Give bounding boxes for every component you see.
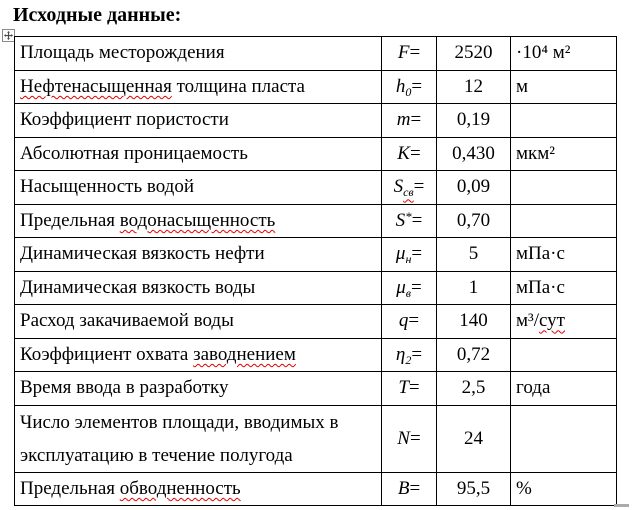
param-label-cell[interactable]: Предельная обводненность <box>15 472 382 506</box>
table-row <box>15 405 617 472</box>
param-symbol: $\eta_2=$ <box>395 343 423 367</box>
param-value-cell[interactable] <box>437 338 511 372</box>
param-symbol: S*= <box>395 208 423 231</box>
param-label: Насыщенность водой <box>20 176 195 198</box>
param-symbol-cell[interactable] <box>382 171 437 205</box>
param-unit-cell[interactable] <box>511 104 617 138</box>
param-unit: % <box>516 477 532 499</box>
param-symbol-cell[interactable] <box>382 37 437 71</box>
param-symbol-cell[interactable] <box>382 238 437 272</box>
param-label-cell[interactable] <box>15 104 382 138</box>
param-unit-cell[interactable] <box>511 70 617 104</box>
param-symbol: $\mu_н=$ <box>395 243 423 267</box>
table-row <box>15 104 617 138</box>
param-symbol: $\mu_в=$ <box>396 276 422 300</box>
param-value-cell[interactable] <box>437 271 511 305</box>
param-label-cell[interactable]: Предельная водонасыщенность <box>15 204 382 238</box>
input-data-table <box>14 36 617 506</box>
param-value-cell[interactable] <box>437 70 511 104</box>
param-label-cell[interactable] <box>15 238 382 272</box>
param-value-cell[interactable] <box>437 104 511 138</box>
table-row <box>15 305 617 339</box>
param-value-cell[interactable] <box>437 137 511 171</box>
param-symbol-cell[interactable] <box>382 305 437 339</box>
param-symbol: B= <box>397 477 421 499</box>
param-label-cell[interactable]: Число элементов площади, вводимых в эксплуатацию в течение полугода <box>15 405 382 472</box>
param-label: Динамическая вязкость воды <box>20 276 256 298</box>
param-label: Коэффициент охвата <box>20 343 194 365</box>
param-symbol-cell[interactable] <box>382 372 437 406</box>
param-label-cell[interactable] <box>15 271 382 305</box>
param-symbol: F= <box>397 42 421 64</box>
four-headed-arrow-icon <box>4 31 13 40</box>
param-label: Площадь месторождения <box>20 42 225 64</box>
param-value: 0,72 <box>456 343 491 365</box>
param-symbol-cell[interactable] <box>382 104 437 138</box>
param-label-cell[interactable]: Нефтенасыщенная толщина пласта <box>15 70 382 104</box>
param-unit-cell[interactable] <box>511 472 617 506</box>
param-label-cell[interactable]: Коэффициент охвата заводнением <box>15 338 382 372</box>
param-symbol-cell[interactable] <box>382 405 437 472</box>
table-row <box>15 372 617 406</box>
param-unit-cell[interactable] <box>511 338 617 372</box>
param-symbol-cell[interactable] <box>382 338 437 372</box>
param-symbol-cell[interactable] <box>382 271 437 305</box>
table-row <box>15 137 617 171</box>
param-value: 140 <box>459 310 488 332</box>
param-symbol: $h_0=$ <box>395 75 423 99</box>
param-unit: м³/ <box>516 310 539 332</box>
param-unit-cell[interactable] <box>511 271 617 305</box>
param-symbol: N= <box>397 427 421 449</box>
param-symbol: $S_{св}=$ <box>393 176 425 200</box>
param-symbol: K= <box>397 142 421 164</box>
param-symbol-cell[interactable] <box>382 70 437 104</box>
param-unit-cell[interactable] <box>511 137 617 171</box>
param-label: Расход закачиваемой воды <box>20 310 234 332</box>
param-value-cell[interactable] <box>437 238 511 272</box>
param-unit: ·10⁴ м² <box>516 42 571 64</box>
param-value-cell[interactable] <box>437 204 511 238</box>
param-value: 24 <box>464 427 483 449</box>
param-value: 12 <box>464 75 483 97</box>
param-value-cell[interactable] <box>437 171 511 205</box>
param-symbol: T= <box>398 377 420 399</box>
page-title[interactable]: Исходные данные: <box>13 4 182 26</box>
param-unit-cell[interactable] <box>511 405 617 472</box>
param-label: Абсолютная проницаемость <box>20 142 248 164</box>
param-label: Предельная <box>20 209 120 231</box>
table-row <box>15 204 617 238</box>
table-row <box>15 338 617 372</box>
param-symbol-cell[interactable] <box>382 137 437 171</box>
param-label: Коэффициент пористости <box>20 109 229 131</box>
param-value-cell[interactable] <box>437 405 511 472</box>
param-unit-cell[interactable] <box>511 37 617 71</box>
param-label-cell[interactable] <box>15 372 382 406</box>
table-row <box>15 171 617 205</box>
param-symbol: q= <box>398 310 420 332</box>
param-label: Число элементов площади, вводимых в <box>20 411 339 433</box>
param-unit-cell[interactable] <box>511 204 617 238</box>
param-label-cell[interactable] <box>15 137 382 171</box>
param-unit-cell[interactable] <box>511 171 617 205</box>
param-value: 2,5 <box>461 377 486 399</box>
param-label: Время ввода в разработку <box>20 377 229 399</box>
param-value: 95,5 <box>456 477 491 499</box>
table-row <box>15 238 617 272</box>
table-row <box>15 472 617 506</box>
param-label-cell[interactable] <box>15 171 382 205</box>
param-value-cell[interactable] <box>437 305 511 339</box>
param-unit: мкм² <box>516 142 555 164</box>
table-row <box>15 271 617 305</box>
table-resize-handle[interactable] <box>614 504 629 507</box>
param-unit: мПа·с <box>516 243 565 265</box>
param-unit-cell[interactable]: м³/сут <box>511 305 617 339</box>
param-value: 0,19 <box>456 109 491 131</box>
param-value-cell[interactable] <box>437 37 511 71</box>
param-value: 1 <box>468 276 479 298</box>
param-value-cell[interactable] <box>437 372 511 406</box>
param-value: 0,70 <box>456 209 491 231</box>
param-label: Динамическая вязкость нефти <box>20 243 265 265</box>
param-symbol-cell[interactable] <box>382 204 437 238</box>
param-unit-cell[interactable] <box>511 372 617 406</box>
param-label: Предельная <box>20 477 120 499</box>
param-label-cell[interactable] <box>15 37 382 71</box>
param-value: 2520 <box>454 42 493 64</box>
param-value: 0,09 <box>456 176 491 198</box>
param-unit: года <box>516 377 551 399</box>
param-unit: мПа·с <box>516 276 565 298</box>
table-row <box>15 37 617 71</box>
param-label-cell[interactable] <box>15 305 382 339</box>
param-symbol: m= <box>396 109 422 131</box>
param-unit-cell[interactable] <box>511 238 617 272</box>
table-row <box>15 70 617 104</box>
param-unit: м <box>516 75 529 97</box>
param-symbol-cell[interactable] <box>382 472 437 506</box>
param-value-cell[interactable] <box>437 472 511 506</box>
param-value: 5 <box>468 243 479 265</box>
param-value: 0,430 <box>452 142 495 164</box>
